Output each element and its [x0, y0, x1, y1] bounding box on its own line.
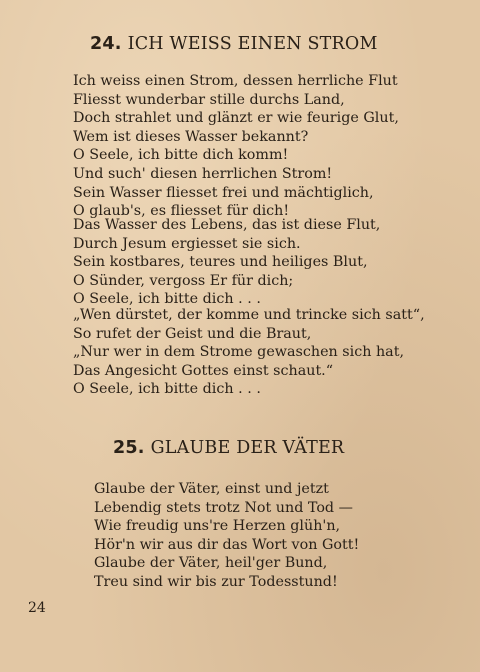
page-number: 24 [28, 600, 46, 616]
song-24-stanza-3 [73, 306, 425, 399]
song-title-text: GLAUBE DER VÄTER [150, 438, 345, 458]
verse-line: Treu sind wir bis zur Todesstund! [94, 573, 338, 590]
verse-line: O Seele, ich bitte dich . . . [73, 381, 261, 398]
verse-line: Sein kostbares, teures und heiliges Blut, [73, 254, 368, 271]
verse-line: O Seele, ich bitte dich komm! [73, 147, 289, 164]
song-25-stanza-1 [94, 480, 359, 592]
song-24-stanza-2 [73, 216, 380, 309]
verse-line: Ich weiss einen Strom, dessen herrliche Flut [73, 73, 398, 89]
verse-line: Lebendig stets trotz Not und Tod — [94, 499, 353, 516]
verse-line: Das Angesicht Gottes einst schaut.“ [73, 362, 334, 379]
verse-line: O Sünder, vergoss Er für dich; [73, 272, 294, 289]
verse-line: Doch strahlet und glänzt er wie feurige Glut, [73, 110, 399, 127]
song-number: 25. [113, 438, 145, 458]
song-title-text: ICH WEISS EINEN STROM [127, 34, 378, 54]
verse-line: Glaube der Väter, heil'ger Bund, [94, 555, 328, 572]
verse-line: O Seele, ich bitte dich . . . [73, 291, 261, 308]
verse-line: O glaub's, es fliesset für dich! [73, 203, 290, 220]
verse-line: Durch Jesum ergiesset sie sich. [73, 235, 301, 252]
verse-line: Wem ist dieses Wasser bekannt? [73, 128, 309, 145]
song-number: 24. [90, 34, 122, 54]
song-25-title [113, 438, 344, 458]
verse-line: Glaube der Väter, einst und jetzt [94, 481, 329, 497]
verse-line: „Wen dürstet, der komme und trincke sich satt“, [73, 307, 425, 323]
verse-line: Und such' diesen herrlichen Strom! [73, 165, 333, 182]
verse-line: Das Wasser des Lebens, das ist diese Flut, [73, 217, 381, 233]
verse-line: Fliesst wunderbar stille durchs Land, [73, 91, 345, 108]
verse-line: Wie freudig uns're Herzen glüh'n, [94, 518, 341, 535]
song-24-title [90, 34, 378, 54]
verse-line: Hör'n wir aus dir das Wort von Gott! [94, 536, 360, 553]
song-24-stanza-1 [73, 72, 399, 221]
verse-line: So rufet der Geist und die Braut, [73, 325, 312, 342]
verse-line: Sein Wasser fliesset frei und mächtiglich, [73, 184, 374, 201]
verse-line: „Nur wer in dem Strome gewaschen sich hat, [73, 344, 404, 361]
